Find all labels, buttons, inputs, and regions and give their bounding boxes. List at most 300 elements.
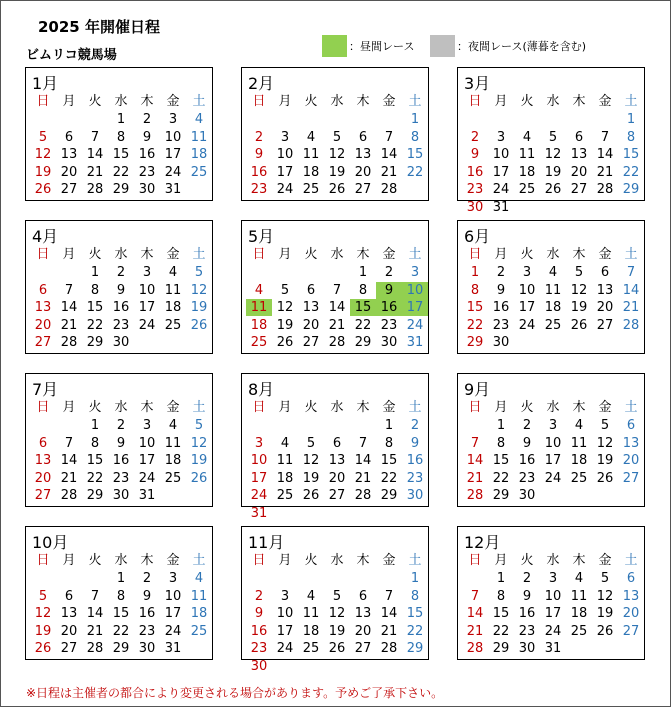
race-day-cell: 17 xyxy=(402,299,428,316)
day-cell: 8 xyxy=(90,282,100,298)
day-cell: 1 xyxy=(90,418,100,433)
weekday-header: 月 xyxy=(494,400,508,415)
day-cell: 5 xyxy=(600,571,610,586)
day-cell: 24 xyxy=(518,317,536,333)
day-cell: 15 xyxy=(112,147,130,162)
day-cell: 31 xyxy=(544,641,562,656)
month-calendar xyxy=(25,373,213,507)
day-cell: 17 xyxy=(544,606,562,621)
month-title: 9月 xyxy=(464,380,491,399)
day-cell: 29 xyxy=(492,488,510,503)
day-cell: 3 xyxy=(548,571,558,586)
day-cell: 24 xyxy=(276,641,294,656)
month-calendar xyxy=(241,373,429,521)
month-title: 8月 xyxy=(248,380,275,399)
day-cell: 13 xyxy=(570,147,588,162)
day-cell: 19 xyxy=(190,453,208,468)
day-cell: 4 xyxy=(548,265,558,280)
day-cell: 11 xyxy=(164,435,182,451)
day-cell: 28 xyxy=(354,488,372,503)
day-cell: 21 xyxy=(86,164,104,180)
day-cell: 19 xyxy=(570,300,588,315)
day-cell: 24 xyxy=(492,182,510,197)
day-cell: 10 xyxy=(164,588,182,604)
weekday-header: 土 xyxy=(408,553,422,568)
day-cell: 4 xyxy=(574,571,584,586)
day-cell: 4 xyxy=(306,588,316,604)
day-cell: 9 xyxy=(254,606,264,621)
day-cell: 29 xyxy=(354,335,372,350)
weekday-header: 日 xyxy=(36,247,50,262)
day-cell: 8 xyxy=(410,129,420,145)
day-cell: 8 xyxy=(496,435,506,451)
day-cell: 4 xyxy=(306,129,316,145)
day-cell: 24 xyxy=(164,164,182,180)
weekday-header: 金 xyxy=(598,94,612,109)
day-cell: 2 xyxy=(254,588,264,604)
day-cell: 7 xyxy=(64,435,74,451)
day-cell: 20 xyxy=(60,164,78,180)
day-cell: 1 xyxy=(626,112,636,127)
day-cell: 14 xyxy=(60,300,78,315)
day-cell: 5 xyxy=(306,435,316,451)
day-cell: 8 xyxy=(626,129,636,145)
day-cell: 6 xyxy=(38,435,48,451)
day-cell: 1 xyxy=(410,571,420,586)
day-cell: 19 xyxy=(34,164,52,180)
day-cell: 23 xyxy=(112,317,130,333)
weekday-header: 火 xyxy=(520,553,534,568)
day-cell: 12 xyxy=(328,606,346,621)
day-cell: 15 xyxy=(112,606,130,621)
weekday-header: 月 xyxy=(494,94,508,109)
day-cell: 26 xyxy=(596,470,614,486)
day-cell: 24 xyxy=(138,470,156,486)
day-cell: 5 xyxy=(194,265,204,280)
day-cell: 4 xyxy=(194,112,204,127)
day-cell: 14 xyxy=(354,453,372,468)
day-cell: 11 xyxy=(190,129,208,145)
day-cell: 6 xyxy=(38,282,48,298)
day-cell: 11 xyxy=(302,147,320,162)
day-cell: 25 xyxy=(164,317,182,333)
day-cell: 8 xyxy=(470,282,480,298)
month-calendar xyxy=(25,526,213,660)
month-calendar xyxy=(457,373,645,507)
day-cell: 1 xyxy=(496,418,506,433)
day-cell: 28 xyxy=(86,641,104,656)
weekday-header: 金 xyxy=(382,400,396,415)
race-day-cell: 9 xyxy=(376,282,402,299)
day-cell: 28 xyxy=(60,488,78,503)
month-calendar xyxy=(25,67,213,201)
day-cell: 31 xyxy=(164,641,182,656)
weekday-header: 日 xyxy=(36,94,50,109)
day-cell: 11 xyxy=(544,282,562,298)
day-cell: 20 xyxy=(570,164,588,180)
weekday-header: 土 xyxy=(408,400,422,415)
day-cell: 17 xyxy=(138,453,156,468)
day-cell: 4 xyxy=(168,265,178,280)
day-cell: 17 xyxy=(492,164,510,180)
weekday-header: 土 xyxy=(192,247,206,262)
day-cell: 17 xyxy=(164,606,182,621)
day-cell: 8 xyxy=(90,435,100,451)
day-cell: 29 xyxy=(466,335,484,350)
day-cell: 3 xyxy=(280,129,290,145)
day-cell: 13 xyxy=(60,147,78,162)
weekday-header: 金 xyxy=(598,553,612,568)
day-cell: 25 xyxy=(544,317,562,333)
day-cell: 19 xyxy=(544,164,562,180)
weekday-header: 木 xyxy=(572,247,586,262)
day-cell: 9 xyxy=(496,282,506,298)
day-cell: 16 xyxy=(518,453,536,468)
day-cell: 24 xyxy=(138,317,156,333)
day-cell: 14 xyxy=(466,453,484,468)
day-cell: 14 xyxy=(60,453,78,468)
day-cell: 22 xyxy=(622,164,640,180)
day-cell: 19 xyxy=(276,317,294,333)
day-cell: 12 xyxy=(34,606,52,621)
day-cell: 1 xyxy=(410,112,420,127)
day-cell: 3 xyxy=(142,265,152,280)
day-cell: 2 xyxy=(254,129,264,145)
day-cell: 16 xyxy=(250,164,268,180)
day-cell: 22 xyxy=(112,164,130,180)
day-cell: 3 xyxy=(254,435,264,451)
day-cell: 7 xyxy=(384,129,394,145)
day-cell: 28 xyxy=(596,182,614,197)
day-cell: 25 xyxy=(276,488,294,503)
night-race-swatch xyxy=(430,35,455,57)
day-cell: 3 xyxy=(410,265,420,280)
day-cell: 19 xyxy=(34,623,52,639)
day-cell: 18 xyxy=(570,606,588,621)
day-cell: 1 xyxy=(90,265,100,280)
day-cell: 10 xyxy=(544,435,562,451)
day-cell: 3 xyxy=(496,129,506,145)
weekday-header: 土 xyxy=(192,553,206,568)
day-cell: 14 xyxy=(86,606,104,621)
day-cell: 23 xyxy=(138,164,156,180)
day-cell: 27 xyxy=(328,488,346,503)
day-cell: 26 xyxy=(34,641,52,656)
day-cell: 9 xyxy=(410,435,420,451)
day-cell: 22 xyxy=(112,623,130,639)
weekday-header: 火 xyxy=(88,247,102,262)
day-cell: 5 xyxy=(38,588,48,604)
legend-day-race xyxy=(322,35,414,57)
weekday-header: 水 xyxy=(114,247,128,262)
weekday-header: 日 xyxy=(36,400,50,415)
day-cell: 11 xyxy=(518,147,536,162)
day-cell: 7 xyxy=(332,282,342,298)
weekday-header: 水 xyxy=(330,553,344,568)
day-cell: 30 xyxy=(406,488,424,503)
venue-name: ビムリコ競馬場 xyxy=(26,48,117,63)
day-cell: 5 xyxy=(280,282,290,298)
day-cell: 21 xyxy=(86,623,104,639)
day-cell: 26 xyxy=(190,470,208,486)
day-cell: 25 xyxy=(164,470,182,486)
day-cell: 9 xyxy=(522,435,532,451)
day-cell: 1 xyxy=(496,571,506,586)
day-cell: 25 xyxy=(190,623,208,639)
day-cell: 27 xyxy=(34,335,52,350)
day-cell: 18 xyxy=(164,300,182,315)
day-cell: 31 xyxy=(164,182,182,197)
day-cell: 17 xyxy=(250,470,268,486)
day-cell: 3 xyxy=(168,112,178,127)
day-cell: 24 xyxy=(164,623,182,639)
day-cell: 10 xyxy=(164,129,182,145)
day-cell: 9 xyxy=(522,588,532,604)
day-cell: 6 xyxy=(64,129,74,145)
day-cell: 3 xyxy=(548,418,558,433)
day-cell: 18 xyxy=(164,453,182,468)
weekday-header: 木 xyxy=(572,94,586,109)
month-title: 11月 xyxy=(248,533,285,552)
day-cell: 6 xyxy=(358,588,368,604)
weekday-header: 木 xyxy=(356,400,370,415)
day-cell: 4 xyxy=(280,435,290,451)
day-cell: 23 xyxy=(380,317,398,333)
weekday-header: 火 xyxy=(88,553,102,568)
weekday-header: 日 xyxy=(468,400,482,415)
month-title: 5月 xyxy=(248,227,275,246)
day-cell: 23 xyxy=(250,641,268,656)
day-cell: 27 xyxy=(34,488,52,503)
day-cell: 27 xyxy=(622,470,640,486)
day-cell: 12 xyxy=(570,282,588,298)
day-cell: 26 xyxy=(276,335,294,350)
day-cell: 5 xyxy=(574,265,584,280)
month-calendar xyxy=(457,220,645,354)
weekday-header: 月 xyxy=(278,94,292,109)
day-race-label: ：昼間レース xyxy=(349,40,415,53)
day-cell: 7 xyxy=(90,129,100,145)
day-cell: 23 xyxy=(406,470,424,486)
day-cell: 21 xyxy=(596,164,614,180)
day-cell: 8 xyxy=(116,588,126,604)
weekday-header: 月 xyxy=(278,247,292,262)
day-cell: 22 xyxy=(86,470,104,486)
weekday-header: 火 xyxy=(520,247,534,262)
weekday-header: 日 xyxy=(252,400,266,415)
day-cell: 9 xyxy=(142,588,152,604)
day-cell: 13 xyxy=(34,453,52,468)
day-cell: 2 xyxy=(522,571,532,586)
day-cell: 9 xyxy=(142,129,152,145)
day-cell: 3 xyxy=(168,571,178,586)
day-cell: 6 xyxy=(626,571,636,586)
day-cell: 21 xyxy=(60,317,78,333)
day-cell: 18 xyxy=(544,300,562,315)
day-cell: 17 xyxy=(276,623,294,639)
day-cell: 3 xyxy=(280,588,290,604)
day-cell: 7 xyxy=(626,265,636,280)
weekday-header: 木 xyxy=(572,553,586,568)
weekday-header: 月 xyxy=(62,94,76,109)
day-cell: 22 xyxy=(86,317,104,333)
day-cell: 19 xyxy=(596,606,614,621)
day-cell: 18 xyxy=(190,606,208,621)
day-cell: 26 xyxy=(302,488,320,503)
day-cell: 23 xyxy=(518,470,536,486)
month-title: 2月 xyxy=(248,74,275,93)
month-calendar xyxy=(241,67,429,201)
page-title: 2025 年開催日程 xyxy=(38,18,160,36)
day-cell: 25 xyxy=(570,623,588,639)
day-cell: 19 xyxy=(328,164,346,180)
day-cell: 2 xyxy=(142,571,152,586)
day-cell: 21 xyxy=(60,470,78,486)
day-cell: 27 xyxy=(302,335,320,350)
day-cell: 18 xyxy=(302,164,320,180)
weekday-header: 水 xyxy=(114,94,128,109)
weekday-header: 日 xyxy=(468,247,482,262)
weekday-header: 水 xyxy=(546,553,560,568)
day-cell: 26 xyxy=(328,182,346,197)
day-cell: 6 xyxy=(574,129,584,145)
day-cell: 9 xyxy=(254,147,264,162)
day-cell: 24 xyxy=(276,182,294,197)
day-cell: 16 xyxy=(406,453,424,468)
weekday-header: 水 xyxy=(114,400,128,415)
day-cell: 26 xyxy=(190,317,208,333)
day-cell: 18 xyxy=(302,623,320,639)
day-cell: 23 xyxy=(138,623,156,639)
day-cell: 13 xyxy=(596,282,614,298)
day-cell: 18 xyxy=(250,317,268,333)
weekday-header: 水 xyxy=(546,247,560,262)
day-cell: 13 xyxy=(354,606,372,621)
race-day-cell: 10 xyxy=(402,282,428,299)
day-cell: 14 xyxy=(622,282,640,298)
day-cell: 14 xyxy=(380,606,398,621)
day-cell: 23 xyxy=(518,623,536,639)
day-cell: 17 xyxy=(138,300,156,315)
weekday-header: 金 xyxy=(598,400,612,415)
day-cell: 25 xyxy=(302,641,320,656)
day-cell: 30 xyxy=(250,658,268,674)
day-cell: 10 xyxy=(276,147,294,162)
day-cell: 7 xyxy=(384,588,394,604)
weekday-header: 火 xyxy=(304,247,318,262)
day-cell: 21 xyxy=(380,164,398,180)
day-cell: 27 xyxy=(622,623,640,639)
day-cell: 26 xyxy=(570,317,588,333)
weekday-header: 木 xyxy=(356,94,370,109)
day-cell: 18 xyxy=(190,147,208,162)
month-title: 10月 xyxy=(32,533,69,552)
day-cell: 18 xyxy=(518,164,536,180)
day-cell: 12 xyxy=(276,300,294,315)
day-cell: 20 xyxy=(354,164,372,180)
day-cell: 26 xyxy=(596,623,614,639)
day-cell: 7 xyxy=(470,588,480,604)
day-cell: 25 xyxy=(570,470,588,486)
day-cell: 8 xyxy=(384,435,394,451)
weekday-header: 水 xyxy=(330,247,344,262)
day-cell: 28 xyxy=(328,335,346,350)
weekday-header: 月 xyxy=(278,400,292,415)
day-cell: 4 xyxy=(168,418,178,433)
day-cell: 22 xyxy=(406,164,424,180)
weekday-header: 水 xyxy=(546,94,560,109)
day-cell: 9 xyxy=(470,147,480,162)
day-cell: 7 xyxy=(600,129,610,145)
day-cell: 26 xyxy=(34,182,52,197)
weekday-header: 火 xyxy=(304,400,318,415)
day-cell: 2 xyxy=(410,418,420,433)
weekday-header: 火 xyxy=(520,400,534,415)
day-cell: 27 xyxy=(570,182,588,197)
day-cell: 6 xyxy=(600,265,610,280)
day-cell: 6 xyxy=(332,435,342,451)
day-cell: 10 xyxy=(492,147,510,162)
day-cell: 10 xyxy=(138,435,156,451)
day-cell: 28 xyxy=(380,641,398,656)
month-calendar xyxy=(241,220,429,354)
day-cell: 17 xyxy=(164,147,182,162)
day-cell: 11 xyxy=(570,435,588,451)
day-cell: 25 xyxy=(302,182,320,197)
day-cell: 8 xyxy=(116,129,126,145)
weekday-header: 日 xyxy=(252,553,266,568)
day-cell: 2 xyxy=(116,418,126,433)
day-cell: 21 xyxy=(328,317,346,333)
month-title: 3月 xyxy=(464,74,491,93)
day-cell: 20 xyxy=(596,300,614,315)
day-cell: 12 xyxy=(596,435,614,451)
day-cell: 20 xyxy=(622,606,640,621)
day-cell: 16 xyxy=(112,300,130,315)
day-cell: 1 xyxy=(116,112,126,127)
day-cell: 13 xyxy=(302,300,320,315)
day-cell: 8 xyxy=(358,282,368,298)
day-cell: 31 xyxy=(406,335,424,350)
day-cell: 12 xyxy=(328,147,346,162)
day-cell: 17 xyxy=(276,164,294,180)
day-cell: 18 xyxy=(570,453,588,468)
day-cell: 13 xyxy=(34,300,52,315)
day-cell: 20 xyxy=(60,623,78,639)
day-cell: 29 xyxy=(406,641,424,656)
day-cell: 15 xyxy=(380,453,398,468)
weekday-header: 土 xyxy=(624,247,638,262)
day-cell: 16 xyxy=(492,300,510,315)
day-cell: 2 xyxy=(384,265,394,280)
weekday-header: 火 xyxy=(88,400,102,415)
day-cell: 10 xyxy=(276,606,294,621)
day-cell: 10 xyxy=(518,282,536,298)
day-race-swatch xyxy=(322,35,347,57)
month-title: 6月 xyxy=(464,227,491,246)
day-cell: 20 xyxy=(34,470,52,486)
day-cell: 27 xyxy=(596,317,614,333)
day-cell: 16 xyxy=(250,623,268,639)
day-cell: 29 xyxy=(112,641,130,656)
day-cell: 1 xyxy=(116,571,126,586)
month-calendar xyxy=(457,526,645,660)
weekday-header: 木 xyxy=(140,247,154,262)
day-cell: 30 xyxy=(138,641,156,656)
day-cell: 4 xyxy=(194,571,204,586)
day-cell: 29 xyxy=(86,335,104,350)
day-cell: 13 xyxy=(354,147,372,162)
